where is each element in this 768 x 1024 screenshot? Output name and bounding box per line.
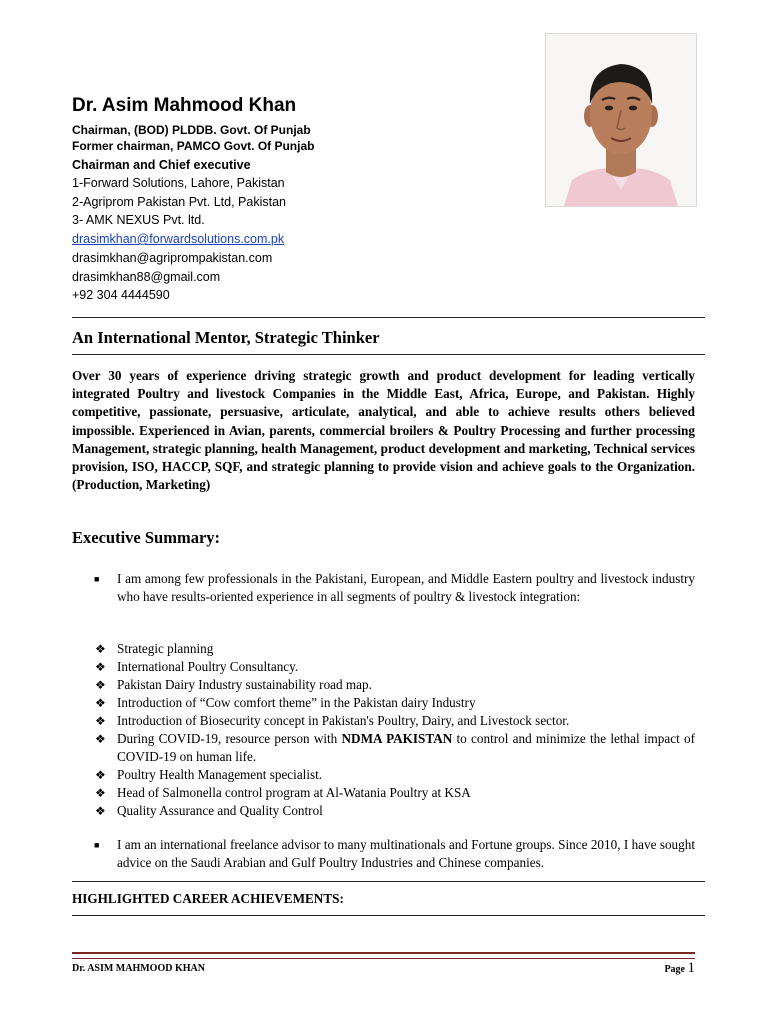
person-name: Dr. Asim Mahmood Khan (72, 95, 297, 116)
email-line: drasimkhan@agriprompakistan.com (72, 250, 273, 265)
role-line: Chairman, (BOD) PLDDB. Govt. Of Punjab (72, 123, 311, 137)
divider-line (72, 915, 705, 916)
summary-intro-bullet (72, 570, 695, 606)
list-item: ❖ Introduction of Biosecurity concept in Pakistan's Poultry, Dairy, and Livestock sector. (95, 713, 570, 728)
page-label: Page (664, 964, 685, 975)
diamond-bullet-icon: ❖ (95, 714, 106, 728)
bullet-text: I am among few professionals in the Pakistani, European, and Middle Eastern poultry and livestock industry who have results-oriented experience in all segments of poultry & livestock integration: (117, 571, 695, 604)
square-bullet-icon: ■ (94, 574, 100, 584)
chief-title: Chairman and Chief executive (72, 158, 251, 172)
achievements-heading: HIGHLIGHTED CAREER ACHIEVEMENTS: (72, 891, 344, 906)
footer-divider (72, 952, 695, 959)
tagline: An International Mentor, Strategic Thinker (72, 328, 380, 347)
diamond-bullet-icon: ❖ (95, 642, 106, 656)
list-item: ❖ Poultry Health Management specialist. (95, 767, 323, 782)
diamond-bullet-icon: ❖ (95, 678, 106, 692)
divider-line (72, 881, 705, 882)
ndma-emphasis: NDMA PAKISTAN (341, 731, 453, 746)
email-link[interactable]: drasimkhan@forwardsolutions.com.pk (72, 232, 285, 247)
company-line: 3- AMK NEXUS Pvt. ltd. (72, 213, 205, 228)
square-bullet-icon: ■ (94, 840, 100, 850)
list-item: ❖ Introduction of “Cow comfort theme” in the Pakistan dairy Industry (95, 695, 476, 710)
list-item: ❖ Head of Salmonella control program at Al-Watania Poultry at KSA (95, 785, 471, 800)
phone-line: +92 304 4444590 (72, 288, 170, 303)
page-number-value: 1 (687, 960, 695, 976)
portrait-illustration (546, 34, 696, 206)
company-line: 1-Forward Solutions, Lahore, Pakistan (72, 176, 285, 190)
diamond-bullet-icon: ❖ (95, 804, 106, 818)
contact-header (72, 94, 532, 305)
intro-paragraph: Over 30 years of experience driving strategic growth and product development for leading vertically integrated Poultry and livestock Companies in the Middle East, Africa, Europe, and Pakistan. Highly competitive, passionate, persuasive, articulate, analytical, and able to achieve results others believed impossible. Experienced in Avian, parents, commercial broilers & Poultry Processing and further processing Management, strategic planning, health Management, product development and marketing, Technical services provision, ISO, HACCP, SQF, and strategic planning to provide vision and achieve goals to the Organization. (Production, Marketing) (72, 368, 695, 493)
role-line: Former chairman, PAMCO Govt. Of Punjab (72, 139, 315, 153)
email-line: drasimkhan88@gmail.com (72, 269, 221, 284)
bullet-text: I am an international freelance advisor to many multinationals and Fortune groups. Since 2010, I have sought advice on the Saudi Arabian and Gulf Poultry Industries and Chinese companies. (117, 837, 695, 870)
page-number (664, 960, 695, 977)
company-line: 2-Agriprom Pakistan Pvt. Ltd, Pakistan (72, 194, 286, 209)
diamond-bullet-icon: ❖ (95, 732, 106, 746)
list-item: ❖ International Poultry Consultancy. (95, 659, 299, 674)
summary-closing-bullet (72, 836, 695, 872)
executive-summary-heading: Executive Summary: (72, 528, 221, 547)
diamond-bullet-icon: ❖ (95, 696, 106, 710)
list-item: ❖ Pakistan Dairy Industry sustainability road map. (95, 677, 372, 692)
list-item: ❖ Strategic planning (95, 641, 214, 656)
diamond-bullet-icon: ❖ (95, 660, 106, 674)
diamond-bullet-icon: ❖ (95, 768, 106, 782)
expertise-list (95, 640, 695, 820)
divider-line (72, 354, 705, 355)
profile-photo (545, 33, 697, 207)
list-item: ❖ Quality Assurance and Quality Control (95, 803, 323, 818)
list-item: ❖ During COVID-19, resource person with NDMA PAKISTAN to control and minimize the lethal impact of COVID-19 on human life. (95, 731, 696, 764)
divider-line (72, 317, 705, 318)
diamond-bullet-icon: ❖ (95, 786, 106, 800)
footer-name: Dr. ASIM MAHMOOD KHAN (72, 963, 205, 974)
